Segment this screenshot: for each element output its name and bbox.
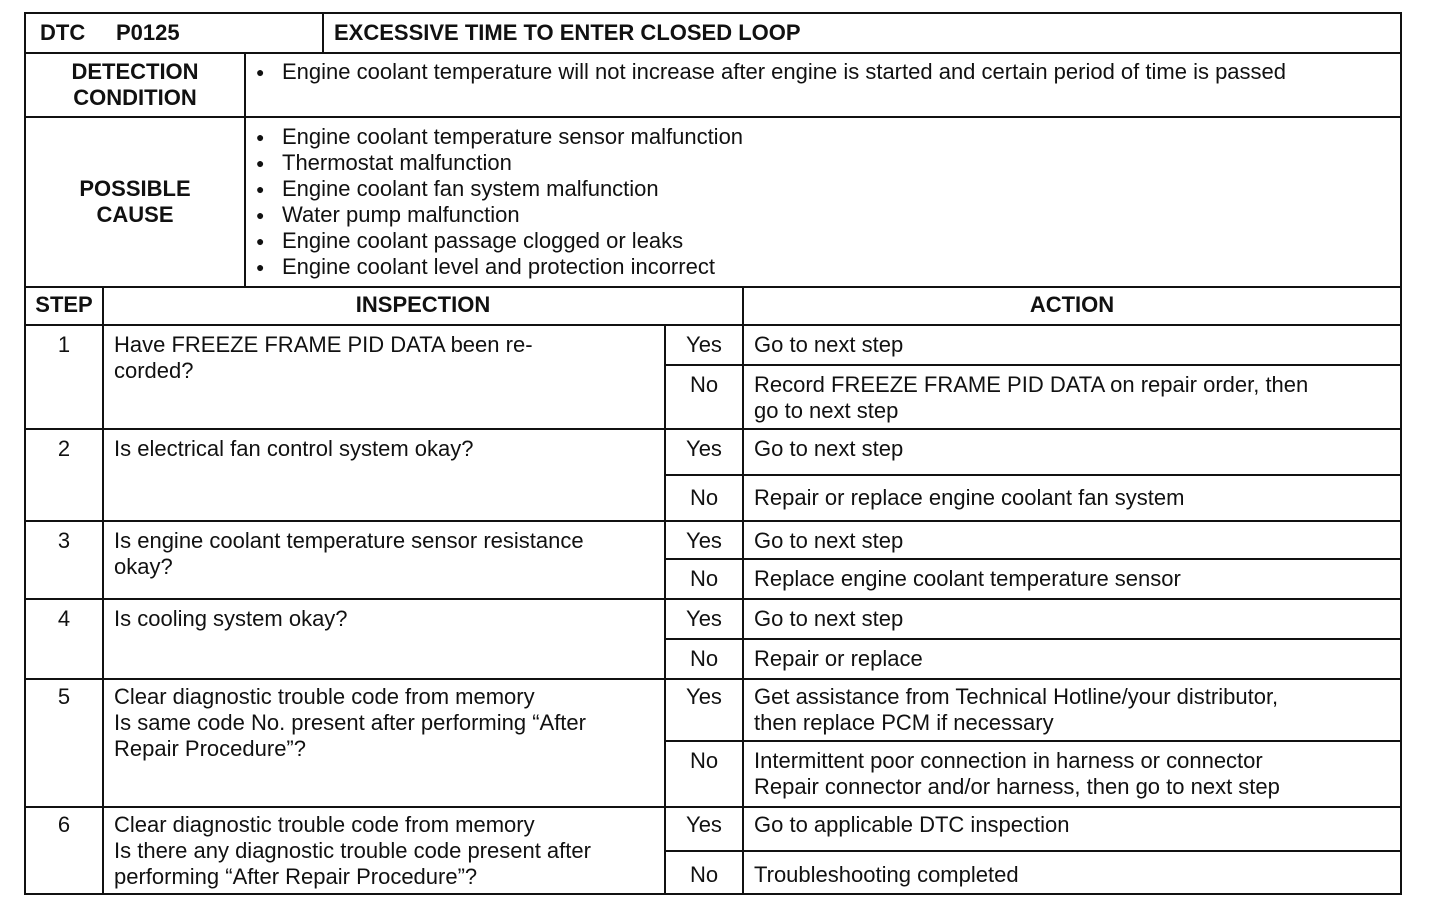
no-label: No	[689, 566, 719, 591]
step-inspection: Have FREEZE FRAME PID DATA been re- corded?	[114, 332, 533, 383]
no-action: Record FREEZE FRAME PID DATA on repair order, then go to next step	[754, 372, 1309, 423]
yes-label: Yes	[686, 528, 722, 553]
step-inspection: Clear diagnostic trouble code from memory Is there any diagnostic trouble code present after performing “After Repair Procedure”?	[114, 812, 591, 889]
detection-condition-item: ● Engine coolant temperature will not increase after engine is started and certain period of time is passed	[252, 59, 1372, 85]
divider	[664, 850, 1400, 852]
divider	[664, 638, 1400, 640]
divider	[26, 598, 1400, 600]
yes-label: Yes	[686, 332, 722, 357]
divider	[664, 364, 1400, 366]
divider	[664, 474, 1400, 476]
yes-action: Get assistance from Technical Hotline/your distributor, then replace PCM if necessary	[754, 684, 1279, 735]
action-column-header: ACTION	[1029, 292, 1115, 317]
possible-cause-item: ● Water pump malfunction	[252, 202, 1372, 228]
possible-cause-item: ● Thermostat malfunction	[252, 150, 1372, 176]
detection-label-line2: CONDITION	[73, 85, 197, 110]
step-number: 6	[57, 812, 71, 837]
possible-cause-item: ● Engine coolant passage clogged or leaks	[252, 228, 1372, 254]
dtc-code: P0125	[116, 20, 180, 45]
divider	[742, 286, 744, 895]
divider	[102, 286, 104, 895]
step-inspection: Is electrical fan control system okay?	[114, 436, 474, 461]
divider	[26, 286, 1400, 288]
yes-label: Yes	[686, 684, 722, 709]
divider	[664, 740, 1400, 742]
no-action: Replace engine coolant temperature sensor	[754, 566, 1181, 591]
no-label: No	[689, 748, 719, 773]
divider	[26, 806, 1400, 808]
no-label: No	[689, 646, 719, 671]
possible-cause-content	[252, 124, 1372, 280]
step-inspection: Is cooling system okay?	[114, 606, 348, 631]
detection-condition-content	[252, 59, 1372, 85]
yes-action: Go to next step	[754, 436, 904, 461]
step-number: 5	[57, 684, 71, 709]
dtc-table	[24, 12, 1402, 895]
yes-action: Go to applicable DTC inspection	[754, 812, 1070, 837]
possible-cause-item: ● Engine coolant temperature sensor malfunction	[252, 124, 1372, 150]
step-number: 2	[57, 436, 71, 461]
step-inspection: Clear diagnostic trouble code from memory Is same code No. present after performing “After Repair Procedure”?	[114, 684, 586, 761]
divider	[244, 52, 246, 116]
yes-label: Yes	[686, 436, 722, 461]
no-label: No	[689, 485, 719, 510]
yes-label: Yes	[686, 812, 722, 837]
inspection-column-header: INSPECTION	[355, 292, 491, 317]
possible-cause-item: ● Engine coolant level and protection incorrect	[252, 254, 1372, 280]
possible-cause-label	[26, 118, 244, 286]
step-number: 1	[57, 332, 71, 357]
possible-cause-label-line2: CAUSE	[96, 202, 174, 227]
yes-action: Go to next step	[754, 606, 904, 631]
step-number: 4	[57, 606, 71, 631]
divider	[244, 116, 246, 286]
no-action: Troubleshooting completed	[754, 862, 1019, 887]
divider	[26, 678, 1400, 680]
step-column-header: STEP	[35, 292, 93, 317]
no-action: Repair or replace engine coolant fan system	[754, 485, 1185, 510]
possible-cause-label-line1: POSSIBLE	[79, 176, 191, 201]
no-label: No	[689, 372, 719, 397]
detection-label-line1: DETECTION	[71, 59, 199, 84]
divider	[26, 520, 1400, 522]
yes-action: Go to next step	[754, 332, 904, 357]
step-number: 3	[57, 528, 71, 553]
no-label: No	[689, 862, 719, 887]
possible-cause-item: ● Engine coolant fan system malfunction	[252, 176, 1372, 202]
yes-action: Go to next step	[754, 528, 904, 553]
dtc-title: EXCESSIVE TIME TO ENTER CLOSED LOOP	[334, 20, 801, 45]
divider	[26, 428, 1400, 430]
dtc-label: DTC	[40, 20, 86, 45]
no-action: Repair or replace	[754, 646, 923, 671]
detection-condition-label	[26, 54, 244, 116]
no-action: Intermittent poor connection in harness or connector Repair connector and/or harness, then go to next step	[754, 748, 1280, 799]
step-inspection: Is engine coolant temperature sensor resistance okay?	[114, 528, 584, 579]
divider	[664, 558, 1400, 560]
divider	[26, 324, 1400, 326]
divider	[322, 14, 324, 52]
yes-label: Yes	[686, 606, 722, 631]
